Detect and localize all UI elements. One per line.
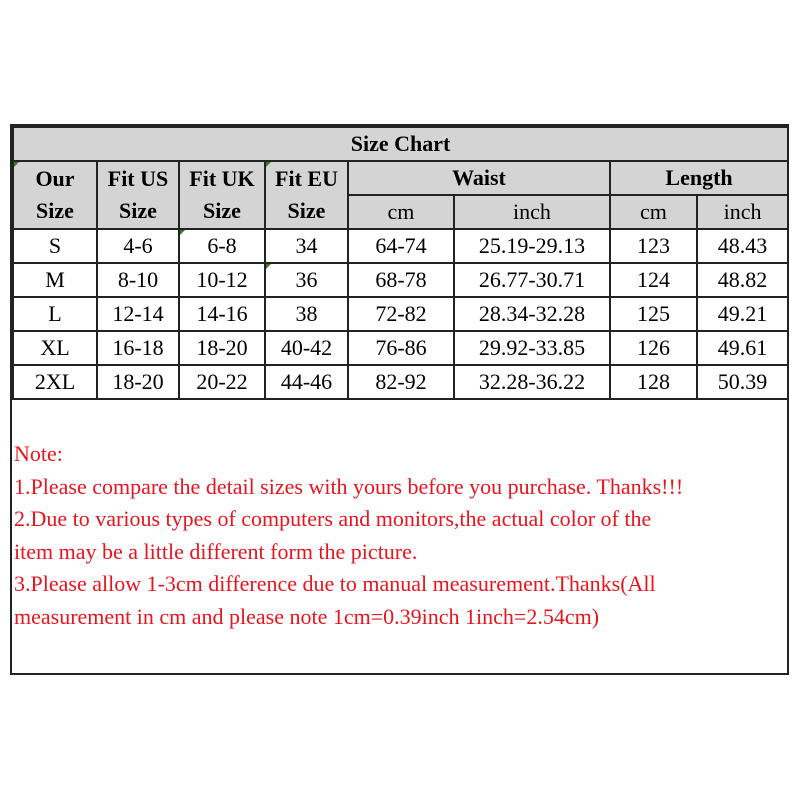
notes-heading: Note: bbox=[14, 441, 63, 466]
cell-size: XL bbox=[13, 331, 97, 365]
cell-waist-cm: 82-92 bbox=[348, 365, 454, 399]
header-length-cm: cm bbox=[610, 195, 697, 229]
header-fit-us bbox=[97, 161, 179, 229]
cell-size: 2XL bbox=[13, 365, 97, 399]
cell-waist-inch: 25.19-29.13 bbox=[454, 229, 610, 263]
table-row bbox=[13, 297, 788, 331]
cell-length-inch: 48.43 bbox=[697, 229, 788, 263]
cell-length-cm: 126 bbox=[610, 331, 697, 365]
table-row bbox=[13, 331, 788, 365]
size-chart-table bbox=[12, 126, 789, 400]
table-row bbox=[13, 365, 788, 399]
header-length-inch: inch bbox=[697, 195, 788, 229]
header-fit-us-line1: Fit US bbox=[107, 166, 169, 191]
cell-waist-cm: 72-82 bbox=[348, 297, 454, 331]
cell-waist-cm: 68-78 bbox=[348, 263, 454, 297]
table-row bbox=[13, 229, 788, 263]
cell-waist-inch: 29.92-33.85 bbox=[454, 331, 610, 365]
header-fit-uk bbox=[179, 161, 265, 229]
header-waist: Waist bbox=[348, 161, 610, 195]
cell-eu: 38 bbox=[265, 297, 348, 331]
cell-length-inch: 48.82 bbox=[697, 263, 788, 297]
header-fit-us-line2: Size bbox=[119, 198, 157, 223]
header-waist-inch: inch bbox=[454, 195, 610, 229]
cell-size: M bbox=[13, 263, 97, 297]
note-line: 3.Please allow 1-3cm difference due to manual measurement.Thanks(All bbox=[14, 571, 656, 596]
header-fit-uk-line1: Fit UK bbox=[189, 166, 255, 191]
cell-us: 12-14 bbox=[97, 297, 179, 331]
header-waist-cm: cm bbox=[348, 195, 454, 229]
cell-uk: 10-12 bbox=[179, 263, 265, 297]
cell-waist-inch: 28.34-32.28 bbox=[454, 297, 610, 331]
cell-length-inch: 49.21 bbox=[697, 297, 788, 331]
cell-waist-inch: 26.77-30.71 bbox=[454, 263, 610, 297]
cell-length-cm: 128 bbox=[610, 365, 697, 399]
header-fit-uk-line2: Size bbox=[203, 198, 241, 223]
header-our-size-line1: Our bbox=[35, 166, 75, 191]
cell-size: S bbox=[13, 229, 97, 263]
cell-eu: 40-42 bbox=[265, 331, 348, 365]
cell-length-cm: 123 bbox=[610, 229, 697, 263]
cell-eu: 34 bbox=[265, 229, 348, 263]
note-line: item may be a little different form the picture. bbox=[14, 538, 418, 564]
table-title: Size Chart bbox=[13, 127, 788, 161]
table-row bbox=[13, 263, 788, 297]
cell-uk: 6-8 bbox=[179, 229, 265, 263]
header-fit-eu bbox=[265, 161, 348, 229]
note-line: 1.Please compare the detail sizes with yours before you purchase. Thanks!!! bbox=[14, 473, 684, 499]
header-our-size bbox=[13, 161, 97, 229]
cell-eu: 36 bbox=[265, 263, 348, 297]
cell-us: 4-6 bbox=[97, 229, 179, 263]
cell-length-cm: 124 bbox=[610, 263, 697, 297]
header-fit-eu-line2: Size bbox=[287, 198, 326, 223]
size-rows bbox=[13, 229, 788, 399]
header-our-size-line2: Size bbox=[36, 198, 74, 223]
cell-length-inch: 49.61 bbox=[697, 331, 788, 365]
size-chart-frame bbox=[10, 124, 789, 675]
note-line: 2.Due to various types of computers and monitors,the actual color of the bbox=[14, 506, 652, 531]
cell-uk: 14-16 bbox=[179, 297, 265, 331]
cell-waist-cm: 76-86 bbox=[348, 331, 454, 365]
note-line: measurement in cm and please note 1cm=0.39inch 1inch=2.54cm) bbox=[14, 603, 600, 629]
cell-us: 16-18 bbox=[97, 331, 179, 365]
notes-block bbox=[14, 438, 784, 633]
cell-size: L bbox=[13, 297, 97, 331]
cell-length-inch: 50.39 bbox=[697, 365, 788, 399]
header-length: Length bbox=[610, 161, 788, 195]
cell-us: 18-20 bbox=[97, 365, 179, 399]
cell-waist-cm: 64-74 bbox=[348, 229, 454, 263]
cell-us: 8-10 bbox=[97, 263, 179, 297]
cell-waist-inch: 32.28-36.22 bbox=[454, 365, 610, 399]
header-fit-eu-line1: Fit EU bbox=[275, 166, 338, 191]
cell-eu: 44-46 bbox=[265, 365, 348, 399]
cell-uk: 20-22 bbox=[179, 365, 265, 399]
cell-length-cm: 125 bbox=[610, 297, 697, 331]
cell-uk: 18-20 bbox=[179, 331, 265, 365]
